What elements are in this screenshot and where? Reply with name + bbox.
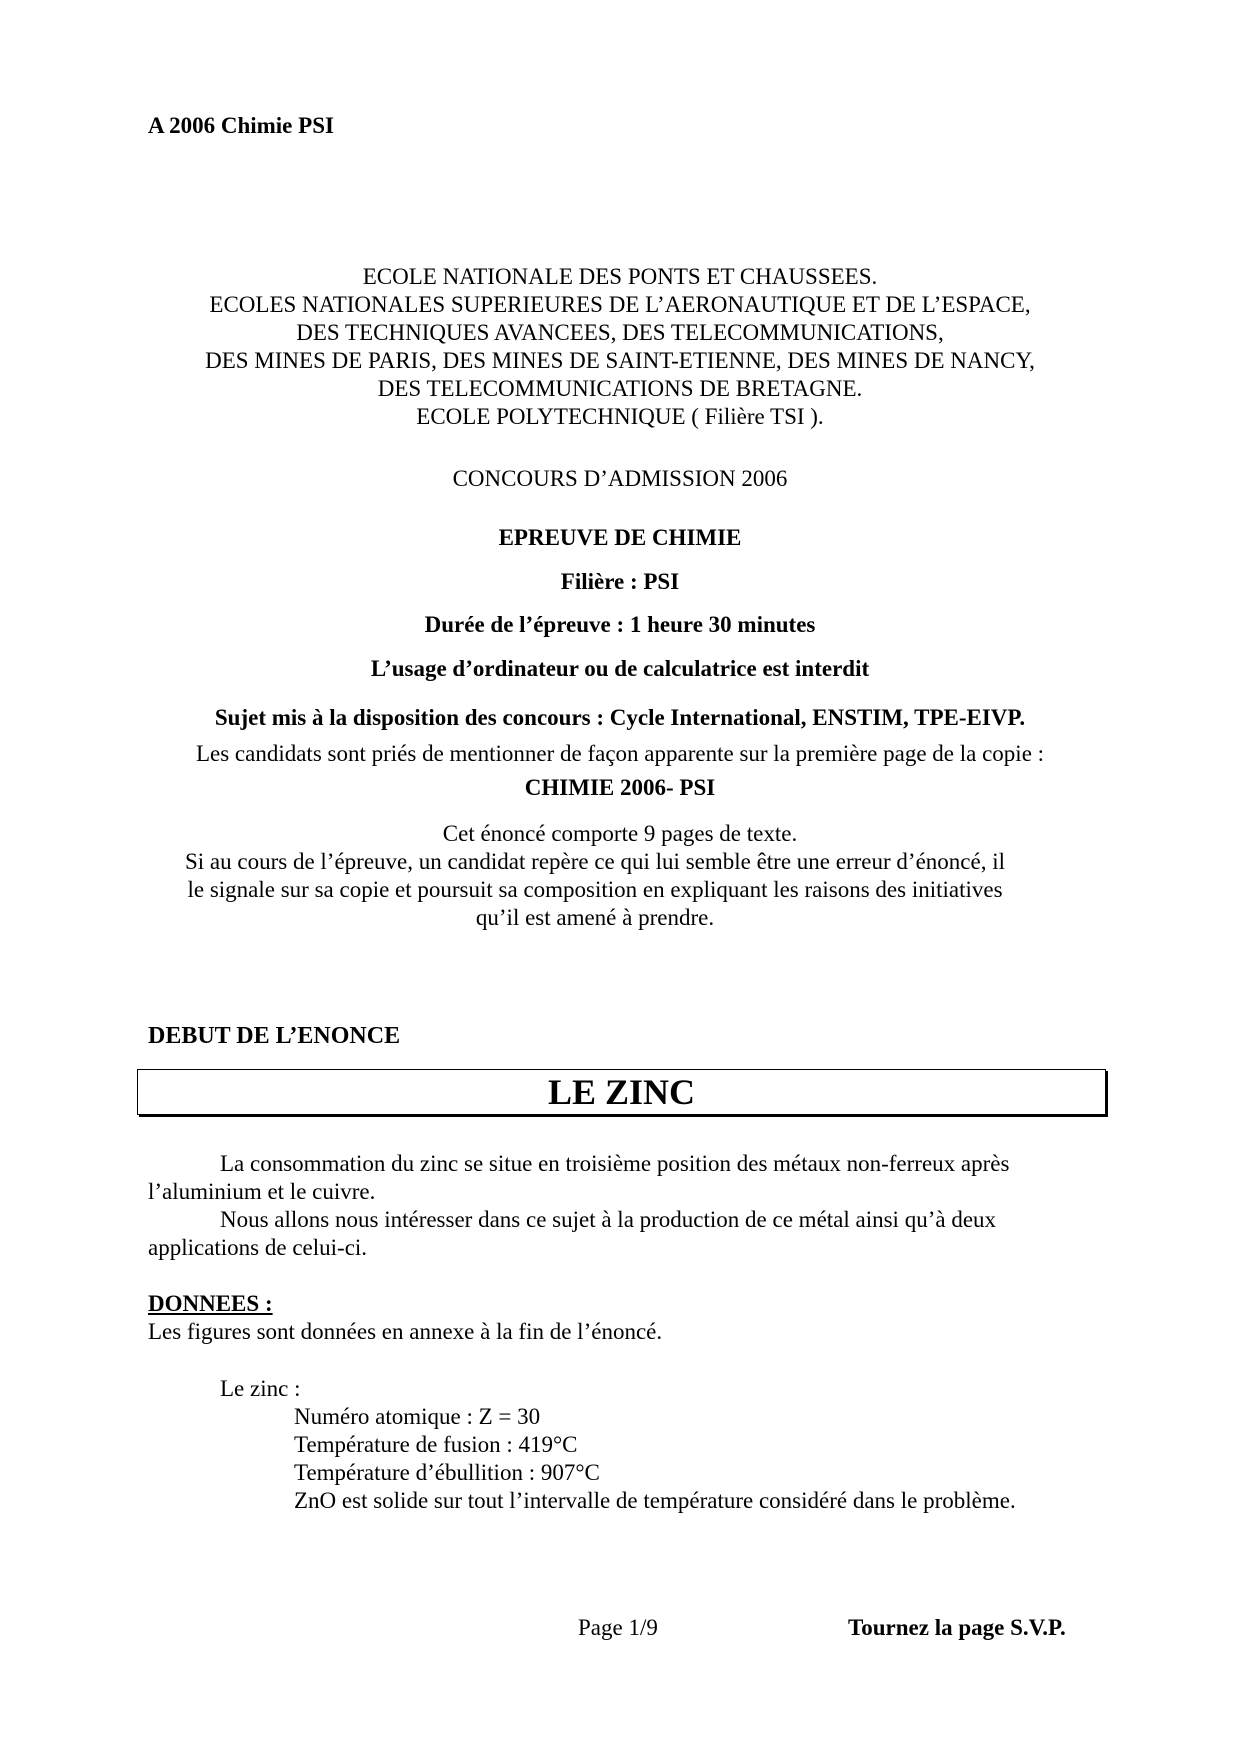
school-line-5: DES TELECOMMUNICATIONS DE BRETAGNE. xyxy=(377,376,863,401)
school-line-2: ECOLES NATIONALES SUPERIEURES DE L’AERONAUTIQUE ET DE L’ESPACE, xyxy=(209,292,1031,317)
intro-para-1-line-2: l’aluminium et le cuivre. xyxy=(148,1179,376,1204)
filiere: Filière : PSI xyxy=(560,569,680,594)
error-note-line-1: Si au cours de l’épreuve, un candidat repère ce qui lui semble être une erreur d’énoncé, il xyxy=(185,849,1005,874)
school-line-4: DES MINES DE PARIS, DES MINES DE SAINT-ETIENNE, DES MINES DE NANCY, xyxy=(205,348,1035,373)
turn-page-note: Tournez la page S.V.P. xyxy=(848,1615,1066,1640)
document-id: A 2006 Chimie PSI xyxy=(148,113,334,138)
donnees-heading: DONNEES : xyxy=(148,1291,273,1316)
copy-label: CHIMIE 2006- PSI xyxy=(524,775,716,800)
calculatrice-rule: L’usage d’ordinateur ou de calculatrice est interdit xyxy=(370,656,870,681)
zinc-label: Le zinc : xyxy=(220,1376,301,1401)
duree: Durée de l’épreuve : 1 heure 30 minutes xyxy=(424,612,816,637)
error-note-line-2: le signale sur sa copie et poursuit sa composition en expliquant les raisons des initiatives xyxy=(187,877,1003,902)
school-line-6: ECOLE POLYTECHNIQUE ( Filière TSI ). xyxy=(416,404,824,429)
school-line-3: DES TECHNIQUES AVANCEES, DES TELECOMMUNICATIONS, xyxy=(296,320,944,345)
debut-enonce: DEBUT DE L’ENONCE xyxy=(148,1023,401,1049)
zinc-melting-point: Température de fusion : 419°C xyxy=(294,1432,578,1457)
error-note-line-3: qu’il est amené à prendre. xyxy=(475,905,715,930)
intro-para-1-line-1: La consommation du zinc se situe en troisième position des métaux non-ferreux après xyxy=(220,1151,1010,1176)
pages-note: Cet énoncé comporte 9 pages de texte. xyxy=(442,821,798,846)
school-line-1: ECOLE NATIONALE DES PONTS ET CHAUSSEES. xyxy=(362,264,878,289)
intro-para-2-line-2: applications de celui-ci. xyxy=(148,1235,368,1260)
zno-note: ZnO est solide sur tout l’intervalle de température considéré dans le problème. xyxy=(294,1488,1016,1513)
main-title-box xyxy=(137,1069,1106,1115)
concours-title: CONCOURS D’ADMISSION 2006 xyxy=(452,466,788,491)
main-title: LE ZINC xyxy=(547,1072,696,1112)
intro-para-2-line-1: Nous allons nous intéresser dans ce sujet à la production de ce métal ainsi qu’à deux xyxy=(220,1207,997,1232)
sujet-disposition: Sujet mis à la disposition des concours : Cycle International, ENSTIM, TPE-EIVP. xyxy=(214,705,1026,730)
figures-note: Les figures sont données en annexe à la fin de l’énoncé. xyxy=(148,1319,663,1344)
zinc-boiling-point: Température d’ébullition : 907°C xyxy=(294,1460,600,1485)
page-number: Page 1/9 xyxy=(578,1615,658,1640)
candidats-note: Les candidats sont priés de mentionner de façon apparente sur la première page de la copie : xyxy=(195,741,1045,766)
zinc-atomic-number: Numéro atomique : Z = 30 xyxy=(294,1404,541,1429)
epreuve-title: EPREUVE DE CHIMIE xyxy=(498,525,742,550)
